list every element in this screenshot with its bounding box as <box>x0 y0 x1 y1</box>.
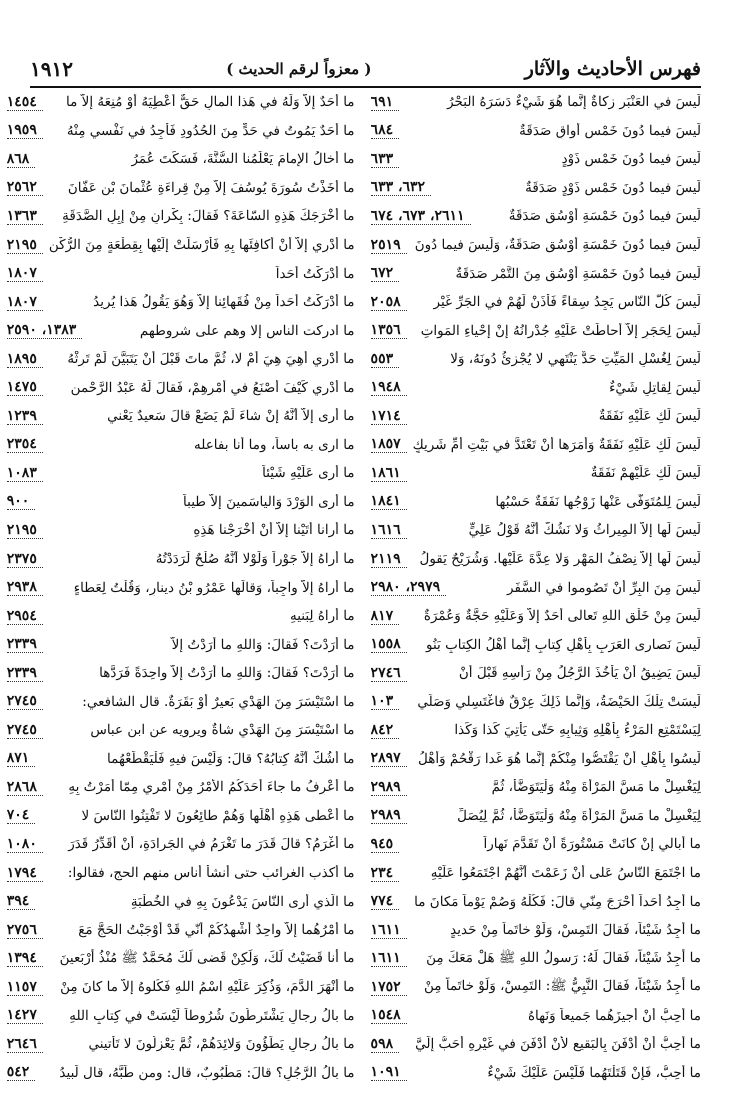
index-entry <box>371 288 701 317</box>
index-entry <box>371 259 701 288</box>
index-entry <box>7 944 355 973</box>
hadith-incipit: ما أَنا قَضَيْتُ لَكَ، وَلَكِنْ قَضى لَكَ مُحَمَّدٌ ﷺ مُنْذُ أَرْبَعينَ <box>59 949 355 966</box>
hadith-number: ١٦١٦ <box>371 522 407 539</box>
index-entry <box>371 345 701 374</box>
hadith-incipit: ما أَرى الوَرْدَ وَالياسَمينَ إلاَّ طيباً <box>183 493 355 510</box>
hadith-incipit: ما أَنْهَرَ الدَّمَ، وَذُكِرَ عَلَيْهِ اسْمُ اللهِ فَكُلوهُ إلاَّ ما كانَ مِنْ <box>60 979 355 996</box>
hadith-number: ٦٩١ <box>371 94 400 111</box>
hadith-number: ١٩٤٨ <box>371 379 407 396</box>
hadith-number: ٢٠٥٨ <box>371 294 407 311</box>
index-entry <box>371 117 701 146</box>
hadith-incipit: لَيسَ لَها إلاَّ نِصْفُ المَهْرِ وَلا عِدَّةَ عَلَيْها. وَشُرَيْحٌ يَقولُ <box>419 551 701 568</box>
index-entry <box>7 459 355 488</box>
hadith-number: ١٠٩١ <box>371 1064 407 1081</box>
hadith-incipit: ما بالُ الرَّجُلِ؟ قالَ: مَطْبُوبٌ، قال: ومن طَبَّهُ، قال لَبيدُ <box>59 1064 355 1081</box>
index-entry <box>7 231 355 260</box>
index-entry <box>371 573 701 602</box>
index-entry <box>371 630 701 659</box>
hadith-incipit: ما أَرى إلاَّ أَنَّهُ إنْ شاءَ لَمْ يَضَعْ قالَ سَعيدٌ يَعْني <box>107 408 355 425</box>
index-entry <box>7 973 355 1002</box>
index-entry <box>7 687 355 716</box>
hadith-number: ٢٧٥٦ <box>7 922 43 939</box>
index-entry <box>7 602 355 631</box>
index-column-left <box>7 88 355 1087</box>
hadith-incipit: ما أَدْرِي إلاَّ أَنْ أُكافِئَها بِهِ فَأَرْسَلَتْ إلَيْها بِقِطْعَةٍ مِنَ الرُّكْنِ <box>48 237 355 253</box>
hadith-number: ٢٥١٩ <box>371 237 407 254</box>
index-entry <box>371 659 701 688</box>
hadith-number: ٢٣٧٥ <box>7 551 43 568</box>
hadith-incipit: ما بالُ رِجالٍ يَطَؤُونَ وَلائِدَهُمْ، ثُمَّ يَعْزِلُونَ لا تَأْتيني <box>88 1036 355 1053</box>
hadith-number: ١١٥٧ <box>7 979 43 996</box>
hadith-number: ٨١٧ <box>371 608 400 625</box>
index-entry <box>7 431 355 460</box>
hadith-incipit: ما أَرانا أَتَيْنا إلاَّ أَنْ أَخْرَجْنا هَذِهِ <box>193 522 355 539</box>
hadith-number: ٢٧٤٥ <box>7 722 43 739</box>
index-entry <box>371 687 701 716</box>
hadith-number: ٩٠٠ <box>7 493 36 510</box>
hadith-incipit: لَيسَ في العَنْبَرِ زكاةٌ إنَّما هُوَ شَيْءٌ دَسَرَهُ البَحْرُ <box>447 94 701 111</box>
hadith-incipit: ما أَدْري كَيْفَ أَصْنَعُ في أَمْرِهِمْ، فَقالَ لَهُ عَبْدُ الرَّحْمنِ <box>70 379 355 396</box>
index-entry <box>371 316 701 345</box>
page-header <box>30 52 701 88</box>
hadith-incipit: لَيسَ لَكِ عَلَيْهِ نَفَقَةٌ <box>598 408 701 425</box>
index-entry <box>371 231 701 260</box>
index-entry <box>371 887 701 916</box>
hadith-number: ٨٦٨ <box>7 151 36 168</box>
hadith-number: ٦٧٢ <box>371 265 400 282</box>
index-columns <box>6 88 701 1087</box>
hadith-incipit: ما أَعْرِفُ ما جاءَ أَحَدَكُمُ الأَمْرُ مِنْ أَمْري مِمّا أَمَرْتُ بِهِ <box>68 779 355 796</box>
index-entry <box>371 916 701 945</box>
hadith-incipit: ما أُبالي إنْ كانَتْ مَسْتُورَةً أَنْ تَقَدَّمَ نَهاراً <box>483 836 701 853</box>
hadith-incipit: ما اسْتَيْسَرَ مِنَ الهَدْيِ شاةٌ ويرويه عن ابن عباس <box>90 722 355 739</box>
hadith-incipit: ما أَخَذْتُ سُورَةَ يُوسُفَ إلاَّ مِنْ قِراءَةِ عُثْمانَ بْنِ عَفّانَ <box>67 179 355 196</box>
index-entry <box>371 431 701 460</box>
hadith-number: ٢٣٥٤ <box>7 436 43 453</box>
index-entry <box>371 488 701 517</box>
hadith-incipit: ما أَراهُ لِبَنيهِ <box>289 608 355 625</box>
hadith-number: ١٨٦١ <box>371 465 407 482</box>
hadith-number: ٦٣٣ <box>371 151 400 168</box>
hadith-number: ٢٩٨٩ <box>371 807 407 824</box>
index-entry <box>7 745 355 774</box>
index-entry <box>7 716 355 745</box>
hadith-incipit: ما أُحِبُّ، فَإنْ قَتَلْتَهُما فَلَيْسَ عَلَيْكَ شَيْءٌ <box>487 1064 701 1081</box>
hadith-incipit: ما أَدْرَكْتُ أَحَداً <box>275 265 355 282</box>
index-entry <box>371 745 701 774</box>
index-entry <box>7 516 355 545</box>
hadith-incipit: لَيسَ فيما دُونَ خَمْسَةِ أَوْسُقٍ مِنَ التَّمْرِ صَدَقَةٌ <box>455 265 701 282</box>
index-entry <box>7 117 355 146</box>
hadith-incipit: ما أَخالُ الإِمامَ يَعْلَمُنا السُّنَّةَ، فَسَكَتَ عُمَرُ <box>131 151 355 168</box>
index-column-right <box>371 88 701 1087</box>
hadith-number: ١٨٤١ <box>371 493 407 510</box>
hadith-incipit: لَيسَ فيما دُونَ خَمْسَةِ أَوْسُقٍ صَدَقَةٌ <box>508 208 701 225</box>
hadith-incipit: ما أكذب الغرائب حتى أنشأ أناس منهم الحج، فقالوا: <box>67 865 355 882</box>
hadith-number: ٦٣٢، ٦٣٣ <box>371 179 432 196</box>
hadith-number: ١٨٥٧ <box>371 436 407 453</box>
hadith-number: ١٣٥٦ <box>371 322 407 339</box>
hadith-incipit: لَيسَتْ تِلْكَ الحَيْضَةُ، وَإنَّما ذَلِكَ عِرْقٌ فاغْتَسِلي وَصَلّي <box>417 693 701 710</box>
index-entry <box>371 373 701 402</box>
index-entry <box>7 830 355 859</box>
hadith-number: ١٥٥٨ <box>371 636 407 653</box>
hadith-number: ٢٩٧٩، ٢٩٨٠ <box>371 579 447 596</box>
index-entry <box>7 202 355 231</box>
hadith-number: ١٠٣ <box>371 693 400 710</box>
hadith-number: ٧٠٤ <box>7 807 36 824</box>
index-entry <box>371 516 701 545</box>
hadith-number: ٢٨٩٧ <box>371 750 407 767</box>
hadith-number: ٢١٩٥ <box>7 237 43 254</box>
hadith-number: ٢٣٣٩ <box>7 636 43 653</box>
hadith-number: ٢١١٩ <box>371 551 407 568</box>
hadith-incipit: لَيسَ لَها إلاَّ المِيراثُ وَلا نَشُكُّ أَنَّهُ قَوْلُ عَلِيٍّ <box>468 522 701 539</box>
hadith-number: ١٤٥٤ <box>7 94 43 111</box>
index-entry <box>371 830 701 859</box>
hadith-incipit: ما اجْتَمَعَ النّاسُ عَلى أَنْ زَعَمْتَ أَنَّهُمْ اجْتَمَعُوا عَلَيْهِ <box>430 865 701 882</box>
index-entry <box>7 488 355 517</box>
hadith-number: ١٣٦٣ <box>7 208 43 225</box>
index-entry <box>7 1030 355 1059</box>
index-entry <box>7 802 355 831</box>
index-entry <box>371 459 701 488</box>
index-entry <box>7 573 355 602</box>
hadith-incipit: ما ارى به باساً، وما أنا بفاعله <box>194 436 355 453</box>
hadith-incipit: ما بالُ رِجالٍ يَشْتَرِطُونَ شُرُوطاً لَيْسَتْ في كِتابِ اللهِ <box>69 1007 355 1024</box>
hadith-number: ١٣٨٣، ٢٥٩٠ <box>7 322 83 339</box>
index-entry <box>7 174 355 203</box>
hadith-incipit: ما أَراهُ إلاَّ جَوْراً وَلَوْلا أَنَّهُ صُلْحٌ لَرَدَدْتُهُ <box>155 551 355 568</box>
hadith-incipit: لَيسُوا بِأَهْلٍ أَنْ يَقْتَصُّوا مِنْكُمْ إنَّما هُوَ غَدا رَقْحُمْ وَأَهْلُ <box>418 750 701 767</box>
hadith-incipit: لَيسَ مِنَ البِرِّ أَنْ تَصُوموا في السَّفَرِ <box>507 579 701 596</box>
hadith-number: ١٥٤٨ <box>371 1007 407 1024</box>
hadith-incipit: ما أَحَدٌ يَمُوتُ في حَدٍّ مِنَ الحُدُودِ فَأَجِدُ في نَفْسي مِنْهُ <box>66 122 355 139</box>
hadith-number: ٥٤٢ <box>7 1064 36 1081</box>
hadith-incipit: ما أَحَدٌ إلاَّ وَلَهُ في هَذا المالِ حَقٌّ أَعْطِيَهُ أَوْ مُنِعَهُ إلاَّ ما <box>66 94 355 111</box>
index-entry <box>7 1059 355 1088</box>
hadith-number: ٦٨٤ <box>371 122 400 139</box>
index-entry <box>371 88 701 117</box>
hadith-incipit: ما أَجِدُ شَيْئاً، فَقالَ النَّبِيُّ ﷺ: التَمِسْ، وَلَوْ خاتَماً مِنْ <box>424 978 701 995</box>
index-entry <box>7 1002 355 1031</box>
hadith-incipit: لَيسَ لَكِ عَلَيْهِمْ نَفَقَةٌ <box>590 465 701 482</box>
hadith-number: ١٢٣٩ <box>7 408 43 425</box>
index-entry <box>7 887 355 916</box>
hadith-number: ١٧١٤ <box>371 408 407 425</box>
hadith-incipit: ما أَعْطى هَذِهِ أَهْلَها وَهُمْ طائِعُونَ لا تَفْتِنُوا النّاسَ لا <box>81 807 355 824</box>
hadith-incipit: ما أَشُكُّ أَنَّهُ كِتابُهُ؟ قالَ: وَلَيْسَ فيهِ فَلْيَقْطَعْهُما <box>107 750 355 767</box>
hadith-number: ٥٩٨ <box>371 1036 400 1053</box>
hadith-incipit: لَيسَ لَكِ عَلَيْهِ نَفَقَةٌ وَأَمَرَها أَنْ تَعْتَدَّ في بَيْتِ أُمِّ شَريكٍ <box>412 436 701 453</box>
index-entry <box>371 802 701 831</box>
hadith-number: ١٦١١ <box>371 922 407 939</box>
index-entry <box>7 659 355 688</box>
running-title: فهرس الأحاديث والآثار <box>524 58 701 80</box>
hadith-number: ١٨٠٧ <box>7 294 43 311</box>
hadith-incipit: لَيسَ لِلمُتَوَفّى عَنْها زَوْجُها نَفَقَةٌ حَسْبُها <box>495 493 701 510</box>
hadith-incipit: لَيسَ لِحَجَرٍ إلاَّ أحاطَتْ عَلَيْهِ جُدْرانُهُ إنْ إحْياءِ المَواتِ <box>420 322 701 339</box>
hadith-number: ١٧٥٢ <box>371 979 407 996</box>
hadith-number: ١٦١١ <box>371 950 407 967</box>
running-subtitle: ( معزواً لرقم الحديث ) <box>226 60 372 78</box>
hadith-number: ٢٦٤٦ <box>7 1036 43 1053</box>
index-entry <box>371 716 701 745</box>
hadith-incipit: ما أَرى عَلَيْهِ شَيْئاً <box>262 465 355 482</box>
hadith-incipit: ما أُحِبُّ أَنْ أُجيزَهُما جَميعاً وَنَهاهُ <box>527 1007 701 1024</box>
page-number: ١٩١٢ <box>30 57 73 81</box>
hadith-number: ٢٣٤ <box>371 865 400 882</box>
hadith-number: ٢٨٦٨ <box>7 779 43 796</box>
index-entry <box>371 545 701 574</box>
index-entry <box>371 1030 701 1059</box>
hadith-number: ٢٦١١، ٦٧٣، ٦٧٤ <box>371 208 471 225</box>
hadith-incipit: ما أَرَدْتَ؟ فَقالَ: وَاللهِ ما أَرَدْتُ إلاَّ <box>171 636 355 653</box>
hadith-number: ٢٧٤٥ <box>7 693 43 710</box>
hadith-number: ٣٩٤ <box>7 893 36 910</box>
hadith-number: ١٠٨٠ <box>7 836 43 853</box>
hadith-incipit: ما أَرَدْتَ؟ فَقالَ: وَاللهِ ما أَرَدْتُ إلاَّ واحِدَةً فَرَدَّها <box>99 665 355 682</box>
index-entry <box>371 402 701 431</box>
index-entry <box>371 174 701 203</box>
index-entry <box>371 145 701 174</box>
hadith-number: ٢٩٥٤ <box>7 608 43 625</box>
hadith-incipit: ما أَجِدُ أَحَداً أَحْرَجَ مِنّي قالَ: فَكُلْهُ وَصُمْ يَوْماً مَكانَ ما <box>414 893 701 910</box>
hadith-incipit: ما أَراهُ إلاَّ واجِباً، وَقالَها عَمْرُو بْنُ دينارٍ، وَقُلْتُ لِعَطاءٍ <box>73 579 355 596</box>
index-entry <box>7 402 355 431</box>
hadith-incipit: ما ادركت الناس إلا وهم على شروطهم <box>139 322 355 339</box>
hadith-number: ١٨٠٧ <box>7 265 43 282</box>
hadith-number: ١٤٢٧ <box>7 1007 43 1024</box>
hadith-number: ١٣٩٤ <box>7 950 43 967</box>
hadith-number: ٨٧١ <box>7 750 36 767</box>
index-entry <box>7 145 355 174</box>
hadith-incipit: لَيسَ فيما دُونَ خَمْسِ ذَوْدٍ <box>561 151 701 168</box>
hadith-incipit: ما أَغْرَمُ؟ قالَ قَدَرَ ما تَغْرَمُ في الجَرادَةِ، أَنْ أُقَدِّرُ قَدَرَ <box>68 836 355 853</box>
index-entry <box>7 373 355 402</box>
hadith-number: ٢٣٣٩ <box>7 665 43 682</box>
hadith-number: ٧٧٤ <box>371 893 400 910</box>
hadith-incipit: لِيَغْسِلْ ما مَسَّ المَرْأَةَ مِنْهُ وَلْيَتَوَضَّأْ، ثُمَّ لِيُصَلِّ <box>457 807 701 824</box>
hadith-incipit: ما أَدْري أَهِيَ هِيَ أَمْ لا، ثُمَّ ماتَ قَبْلَ أَنْ يَتَبَيَّنَ لَمْ تَرِثْهُ <box>67 351 355 368</box>
index-entry <box>7 630 355 659</box>
hadith-number: ١٧٩٤ <box>7 865 43 882</box>
hadith-number: ٢٩٣٨ <box>7 579 43 596</box>
hadith-incipit: لَيسَ كُلُّ النّاسِ يَجِدُ سِقاءً فَأْذَنْ لَهُمْ في الجَرِّ غَيْرِ <box>433 294 701 311</box>
hadith-number: ١٠٨٣ <box>7 465 43 482</box>
index-entry <box>7 345 355 374</box>
index-entry <box>7 316 355 345</box>
hadith-incipit: ما أُحِبُّ أَنْ أُدْفَنَ بِالبَقيعِ لأَنْ أُدْفَنَ في غَيْرِهِ أَحَبُّ إِلَيَّ <box>415 1036 701 1053</box>
hadith-incipit: ما أَجِدُ شَيْئاً، فَقالَ التَمِسْ، وَلَوْ خاتَماً مِنْ حَديدٍ <box>450 922 701 939</box>
hadith-number: ٨٤٢ <box>371 722 400 739</box>
hadith-incipit: لَيسَ يَضِيقُ أَنْ يَأْخُذَ الرَّجُلُ مِنْ رَأْسِهِ قَبْلَ أَنْ <box>458 665 701 682</box>
index-entry <box>371 1002 701 1031</box>
index-entry <box>7 916 355 945</box>
index-entry <box>371 944 701 973</box>
index-entry <box>7 773 355 802</box>
hadith-incipit: ما أَمْرُهُما إلاَّ واحِدٌ أُشْهِدُكُمْ أَنّي قَدْ أَوْجَبْتُ الحَجَّ مَعَ <box>78 922 355 939</box>
index-entry <box>371 859 701 888</box>
hadith-incipit: لَيسَ فيما دُونَ خَمْسِ ذَوْدٍ صَدَقَةٌ <box>525 179 701 196</box>
index-entry <box>7 259 355 288</box>
hadith-incipit: لَيسَ فيما دُونَ خَمْسَةِ أَوْسُقٍ صَدَقَةٌ، وَلَيسَ فيما دُونَ <box>414 237 701 253</box>
index-entry <box>371 773 701 802</box>
hadith-incipit: لِيَغْسِلْ ما مَسَّ المَرْأَةَ مِنْهُ وَلْيَتَوَضَّأْ، ثُمَّ <box>491 779 701 796</box>
hadith-number: ٢٩٨٩ <box>371 779 407 796</box>
hadith-incipit: لَيسَ لِقاتِلٍ شَيْءٌ <box>609 379 701 396</box>
index-entry <box>7 288 355 317</box>
hadith-incipit: ما اسْتَيْسَرَ مِنَ الهَدْيِ بَعيرٌ أَوْ بَقَرَةٌ. قال الشافعي: <box>82 693 355 710</box>
hadith-number: ١٨٩٥ <box>7 351 43 368</box>
hadith-incipit: لَيسَ نَصارى العَرَبِ بِأَهْلِ كِتابٍ إنَّما أَهْلُ الكِتابِ بَنُو <box>425 636 701 653</box>
hadith-incipit: لِيَسْتَمْتِعِ المَرْءُ بِأَهْلِهِ وَثِيابِهِ حَتّى يَأْتِيَ كَذا وَكَذا <box>454 722 701 739</box>
hadith-incipit: ما أَدْرَكْتُ أَحَداً مِنْ فُقَهائِنا إلاَّ وَهُوَ يَقُولُ هَذا يُريدُ <box>93 294 355 311</box>
index-entry <box>371 602 701 631</box>
hadith-number: ١٤٧٥ <box>7 379 43 396</box>
hadith-number: ٢٧٤٦ <box>371 665 407 682</box>
hadith-number: ٥٥٣ <box>371 351 400 368</box>
index-entry <box>7 545 355 574</box>
index-entry <box>7 859 355 888</box>
index-entry <box>371 202 701 231</box>
hadith-number: ٢١٩٥ <box>7 522 43 539</box>
hadith-incipit: ما الَّذي أَرى النّاسَ يَدْعُونَ بِهِ في الخُطْبَةِ <box>130 893 355 910</box>
index-entry <box>7 88 355 117</box>
hadith-number: ١٩٥٩ <box>7 122 43 139</box>
hadith-incipit: ما أَخْرَجَكَ هَذِهِ السّاعَةَ؟ فَقالَ: بِكْرانِ مِنْ إبِلِ الصَّدَقَةِ <box>62 208 355 225</box>
hadith-number: ٩٤٥ <box>371 836 400 853</box>
hadith-incipit: لَيسَ فيما دُونَ خَمْسِ أَواقٍ صَدَقَةٌ <box>519 122 701 139</box>
hadith-incipit: ما أَجِدُ شَيْئاً، فَقالَ لَهُ: رَسولُ اللهِ ﷺ هَلْ مَعَكَ مِنَ <box>426 949 701 966</box>
index-entry <box>371 1059 701 1088</box>
hadith-number: ٢٥٦٢ <box>7 179 43 196</box>
hadith-incipit: لَيسَ لِغُسْلِ المَيِّتِ حَدٌّ يَنْتَهي لا يُجْزِئُ دُونَهُ، وَلا <box>450 351 701 368</box>
index-entry <box>371 973 701 1002</box>
hadith-incipit: لَيسَ مِنْ خَلْقِ اللهِ تَعالى أَحَدٌ إلاَّ وَعَلَيْهِ حَجَّةٌ وَعُمْرَةٌ <box>423 608 701 625</box>
